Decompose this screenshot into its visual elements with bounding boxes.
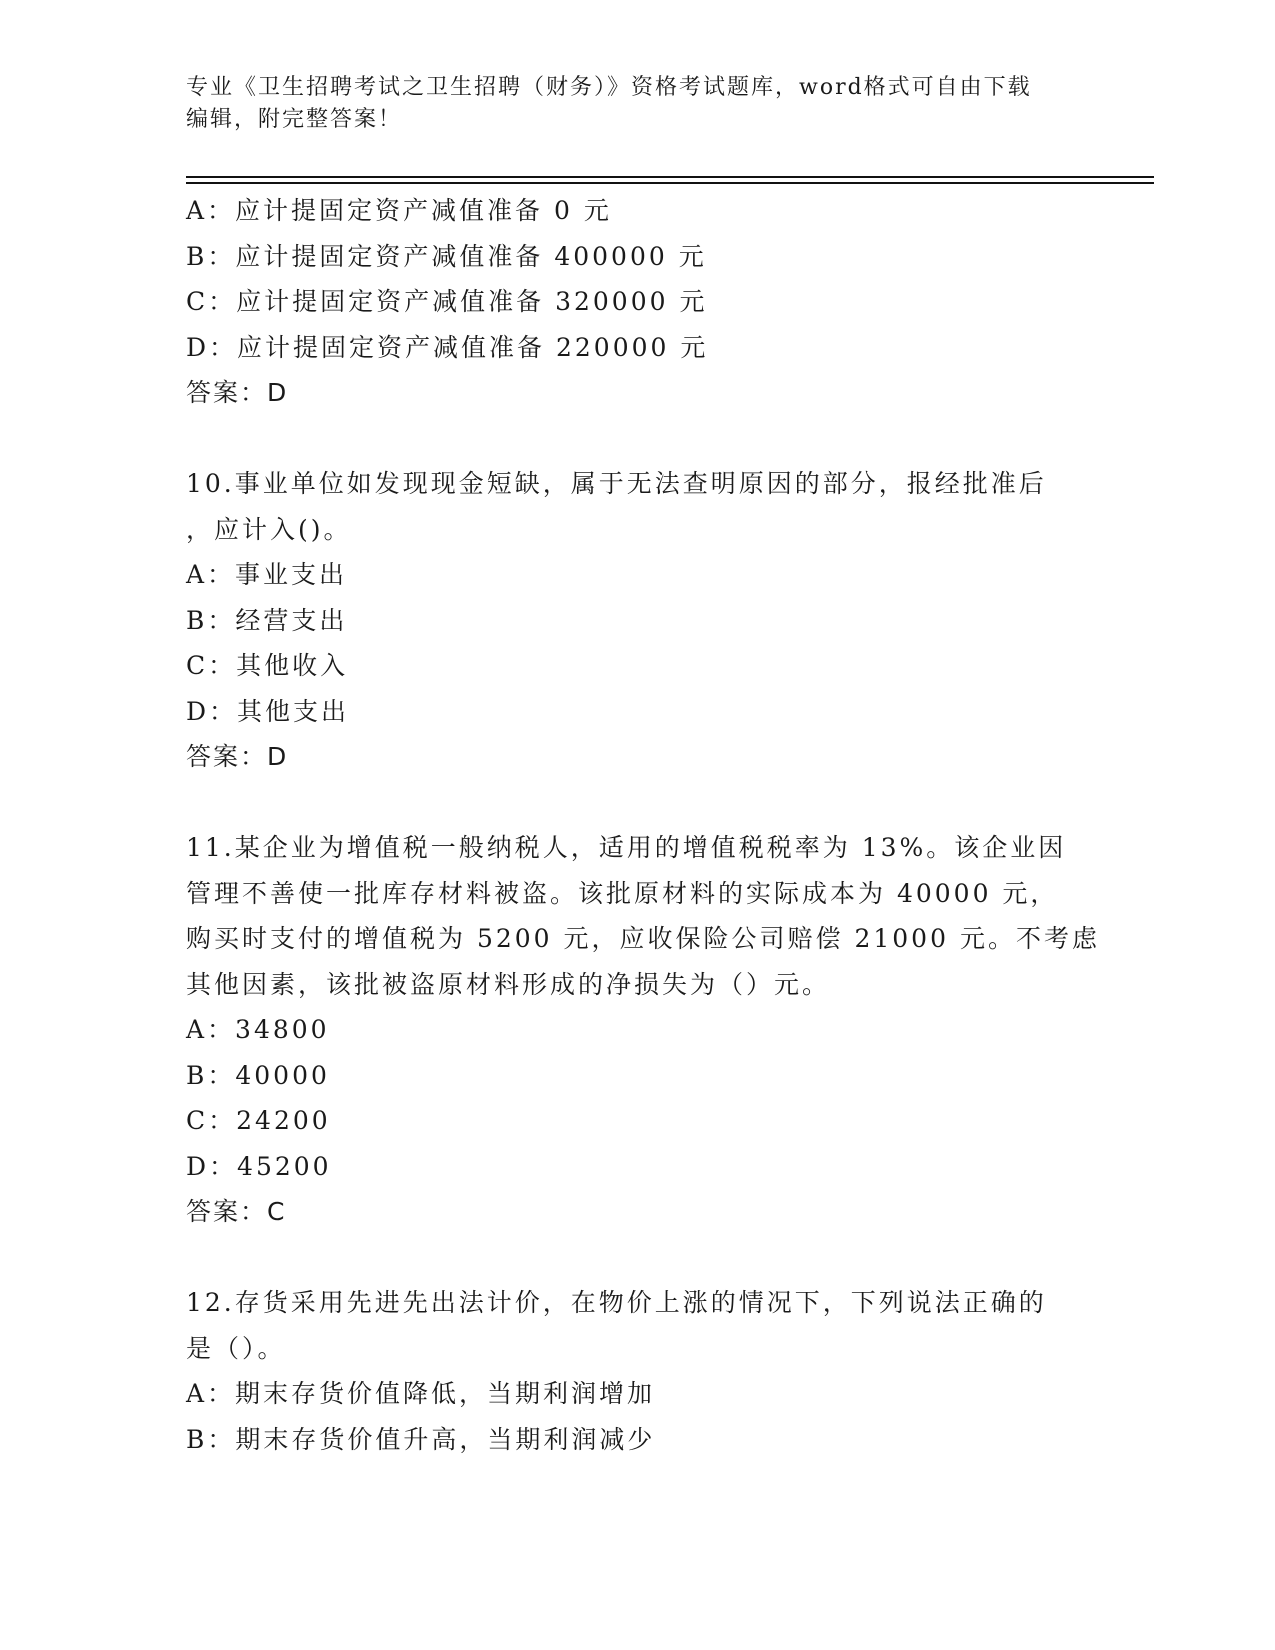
option-b: B：期末存货价值升高，当期利润减少	[186, 1424, 656, 1454]
header-line-1: 专业《卫生招聘考试之卫生招聘（财务）》资格考试题库，word格式可自由下载	[186, 75, 1032, 100]
option-c: C：其他收入	[186, 651, 349, 680]
option-c: C：应计提固定资产减值准备 320000 元	[186, 287, 708, 316]
document-header	[186, 72, 1086, 136]
option-c: C：24200	[186, 1106, 331, 1135]
option-d: D：45200	[186, 1151, 332, 1181]
question-text-line: 12.存货采用先进先出法计价，在物价上涨的情况下，下列说法正确的	[186, 1288, 1047, 1317]
question-text-line: ，应计入()。	[186, 514, 352, 544]
option-b: B：经营支出	[186, 605, 348, 635]
question-9	[186, 188, 1086, 416]
answer-line: 答案：D	[186, 742, 289, 771]
question-10	[186, 461, 1086, 780]
option-a: A：事业支出	[186, 560, 348, 589]
question-12	[186, 1280, 1086, 1462]
question-content	[186, 188, 1100, 1462]
question-text-line: 是（）。	[186, 1333, 286, 1363]
spacer	[186, 780, 1086, 826]
answer-line: 答案：C	[186, 1197, 287, 1226]
spacer	[186, 1235, 1086, 1281]
option-a: A：期末存货价值降低，当期利润增加	[186, 1379, 656, 1408]
option-d: D：应计提固定资产减值准备 220000 元	[186, 332, 709, 362]
option-b: B：40000	[186, 1060, 330, 1090]
option-b: B：应计提固定资产减值准备 400000 元	[186, 241, 707, 271]
answer-line: 答案：D	[186, 378, 289, 407]
header-divider-top	[186, 176, 1154, 178]
question-text-line: 购买时支付的增值税为 5200 元，应收保险公司赔偿 21000 元。不考虑	[186, 924, 1100, 953]
question-text-line: 11.某企业为增值税一般纳税人，适用的增值税税率为 13%。该企业因	[186, 833, 1067, 862]
header-divider-bottom	[186, 182, 1154, 184]
option-d: D：其他支出	[186, 696, 350, 726]
question-11	[186, 825, 1100, 1235]
option-a: A：应计提固定资产减值准备 0 元	[186, 196, 612, 225]
question-text-line: 其他因素，该批被盗原材料形成的净损失为（）元。	[186, 969, 831, 999]
question-text-line: 管理不善使一批库存材料被盗。该批原材料的实际成本为 40000 元，	[186, 878, 1059, 908]
spacer	[186, 416, 1086, 462]
option-a: A：34800	[186, 1015, 330, 1044]
question-text-line: 10.事业单位如发现现金短缺，属于无法查明原因的部分，报经批准后	[186, 469, 1047, 498]
header-line-2: 编辑，附完整答案！	[186, 107, 403, 132]
